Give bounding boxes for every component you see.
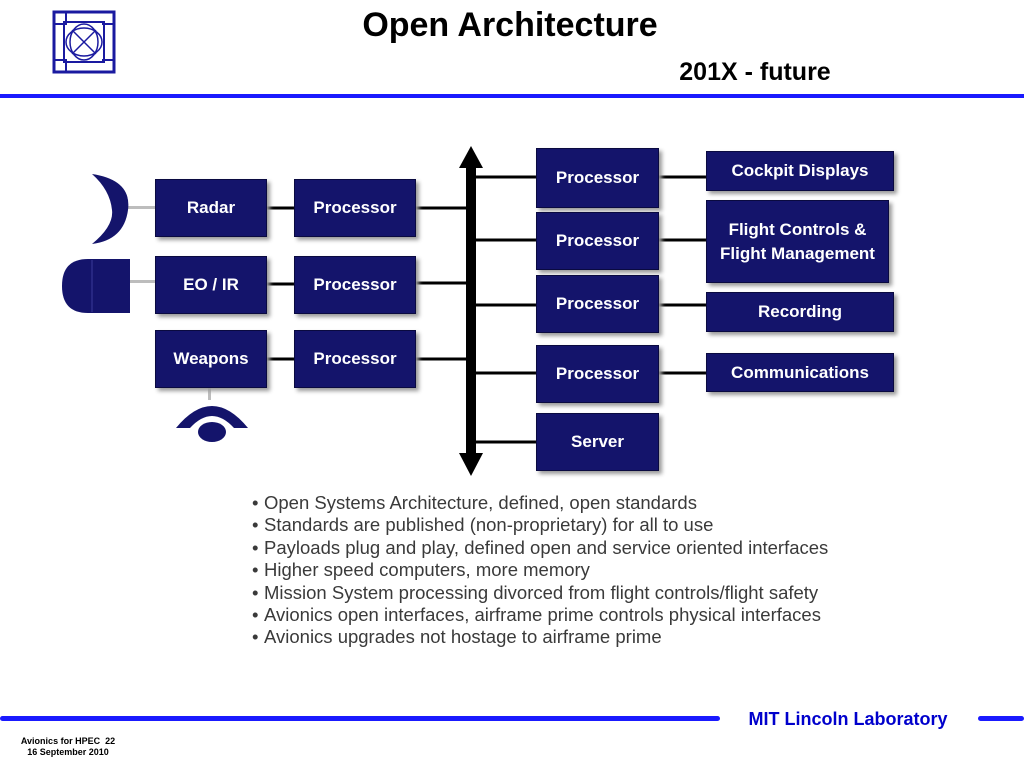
slide-title: Open Architecture <box>362 6 658 44</box>
cockpit-processor-box: Processor <box>536 148 659 208</box>
flight-processor-box: Processor <box>536 212 659 270</box>
eo-ir-box: EO / IR <box>155 256 267 314</box>
cockpit-displays-box: Cockpit Displays <box>706 151 894 191</box>
slide-subtitle: 201X - future <box>679 58 831 86</box>
footer-rule-left <box>0 716 720 721</box>
flight-controls-box: Flight Controls & Flight Management <box>706 200 889 283</box>
bus-arrow-up <box>459 146 483 168</box>
weapons-box: Weapons <box>155 330 267 388</box>
bullet-item: • Mission System processing divorced from flight controls/flight safety <box>252 582 932 604</box>
radar-icon <box>88 172 132 246</box>
bullet-item: • Open Systems Architecture, defined, open standards <box>252 492 932 514</box>
communications-processor-box: Processor <box>536 345 659 403</box>
server-box: Server <box>536 413 659 471</box>
organization-name: MIT Lincoln Laboratory <box>748 709 948 729</box>
recording-box: Recording <box>706 292 894 332</box>
footer-info <box>8 736 128 758</box>
bullet-list <box>252 492 932 649</box>
footer-rule-right <box>978 716 1024 721</box>
weapons-processor-box: Processor <box>294 330 416 388</box>
eo-ir-sensor-icon <box>60 257 132 315</box>
bullet-item: • Avionics open interfaces, airframe prime controls physical interfaces <box>252 604 932 626</box>
weapons-icon <box>172 396 252 446</box>
bullet-item: • Payloads plug and play, defined open and service oriented interfaces <box>252 537 932 559</box>
bus-arrow-down <box>459 453 483 476</box>
bullet-item: • Standards are published (non-proprietary) for all to use <box>252 514 932 536</box>
bullet-item: • Avionics upgrades not hostage to airframe prime <box>252 626 932 648</box>
data-bus <box>459 146 483 476</box>
bullet-item: • Higher speed computers, more memory <box>252 559 932 581</box>
recording-processor-box: Processor <box>536 275 659 333</box>
radar-box: Radar <box>155 179 267 237</box>
communications-box: Communications <box>706 353 894 392</box>
radar-processor-box: Processor <box>294 179 416 237</box>
footer-date: 16 September 2010 <box>27 747 109 757</box>
footer-page: 22 <box>105 736 116 746</box>
eo-ir-processor-box: Processor <box>294 256 416 314</box>
footer-course: Avionics for HPEC <box>20 736 101 746</box>
